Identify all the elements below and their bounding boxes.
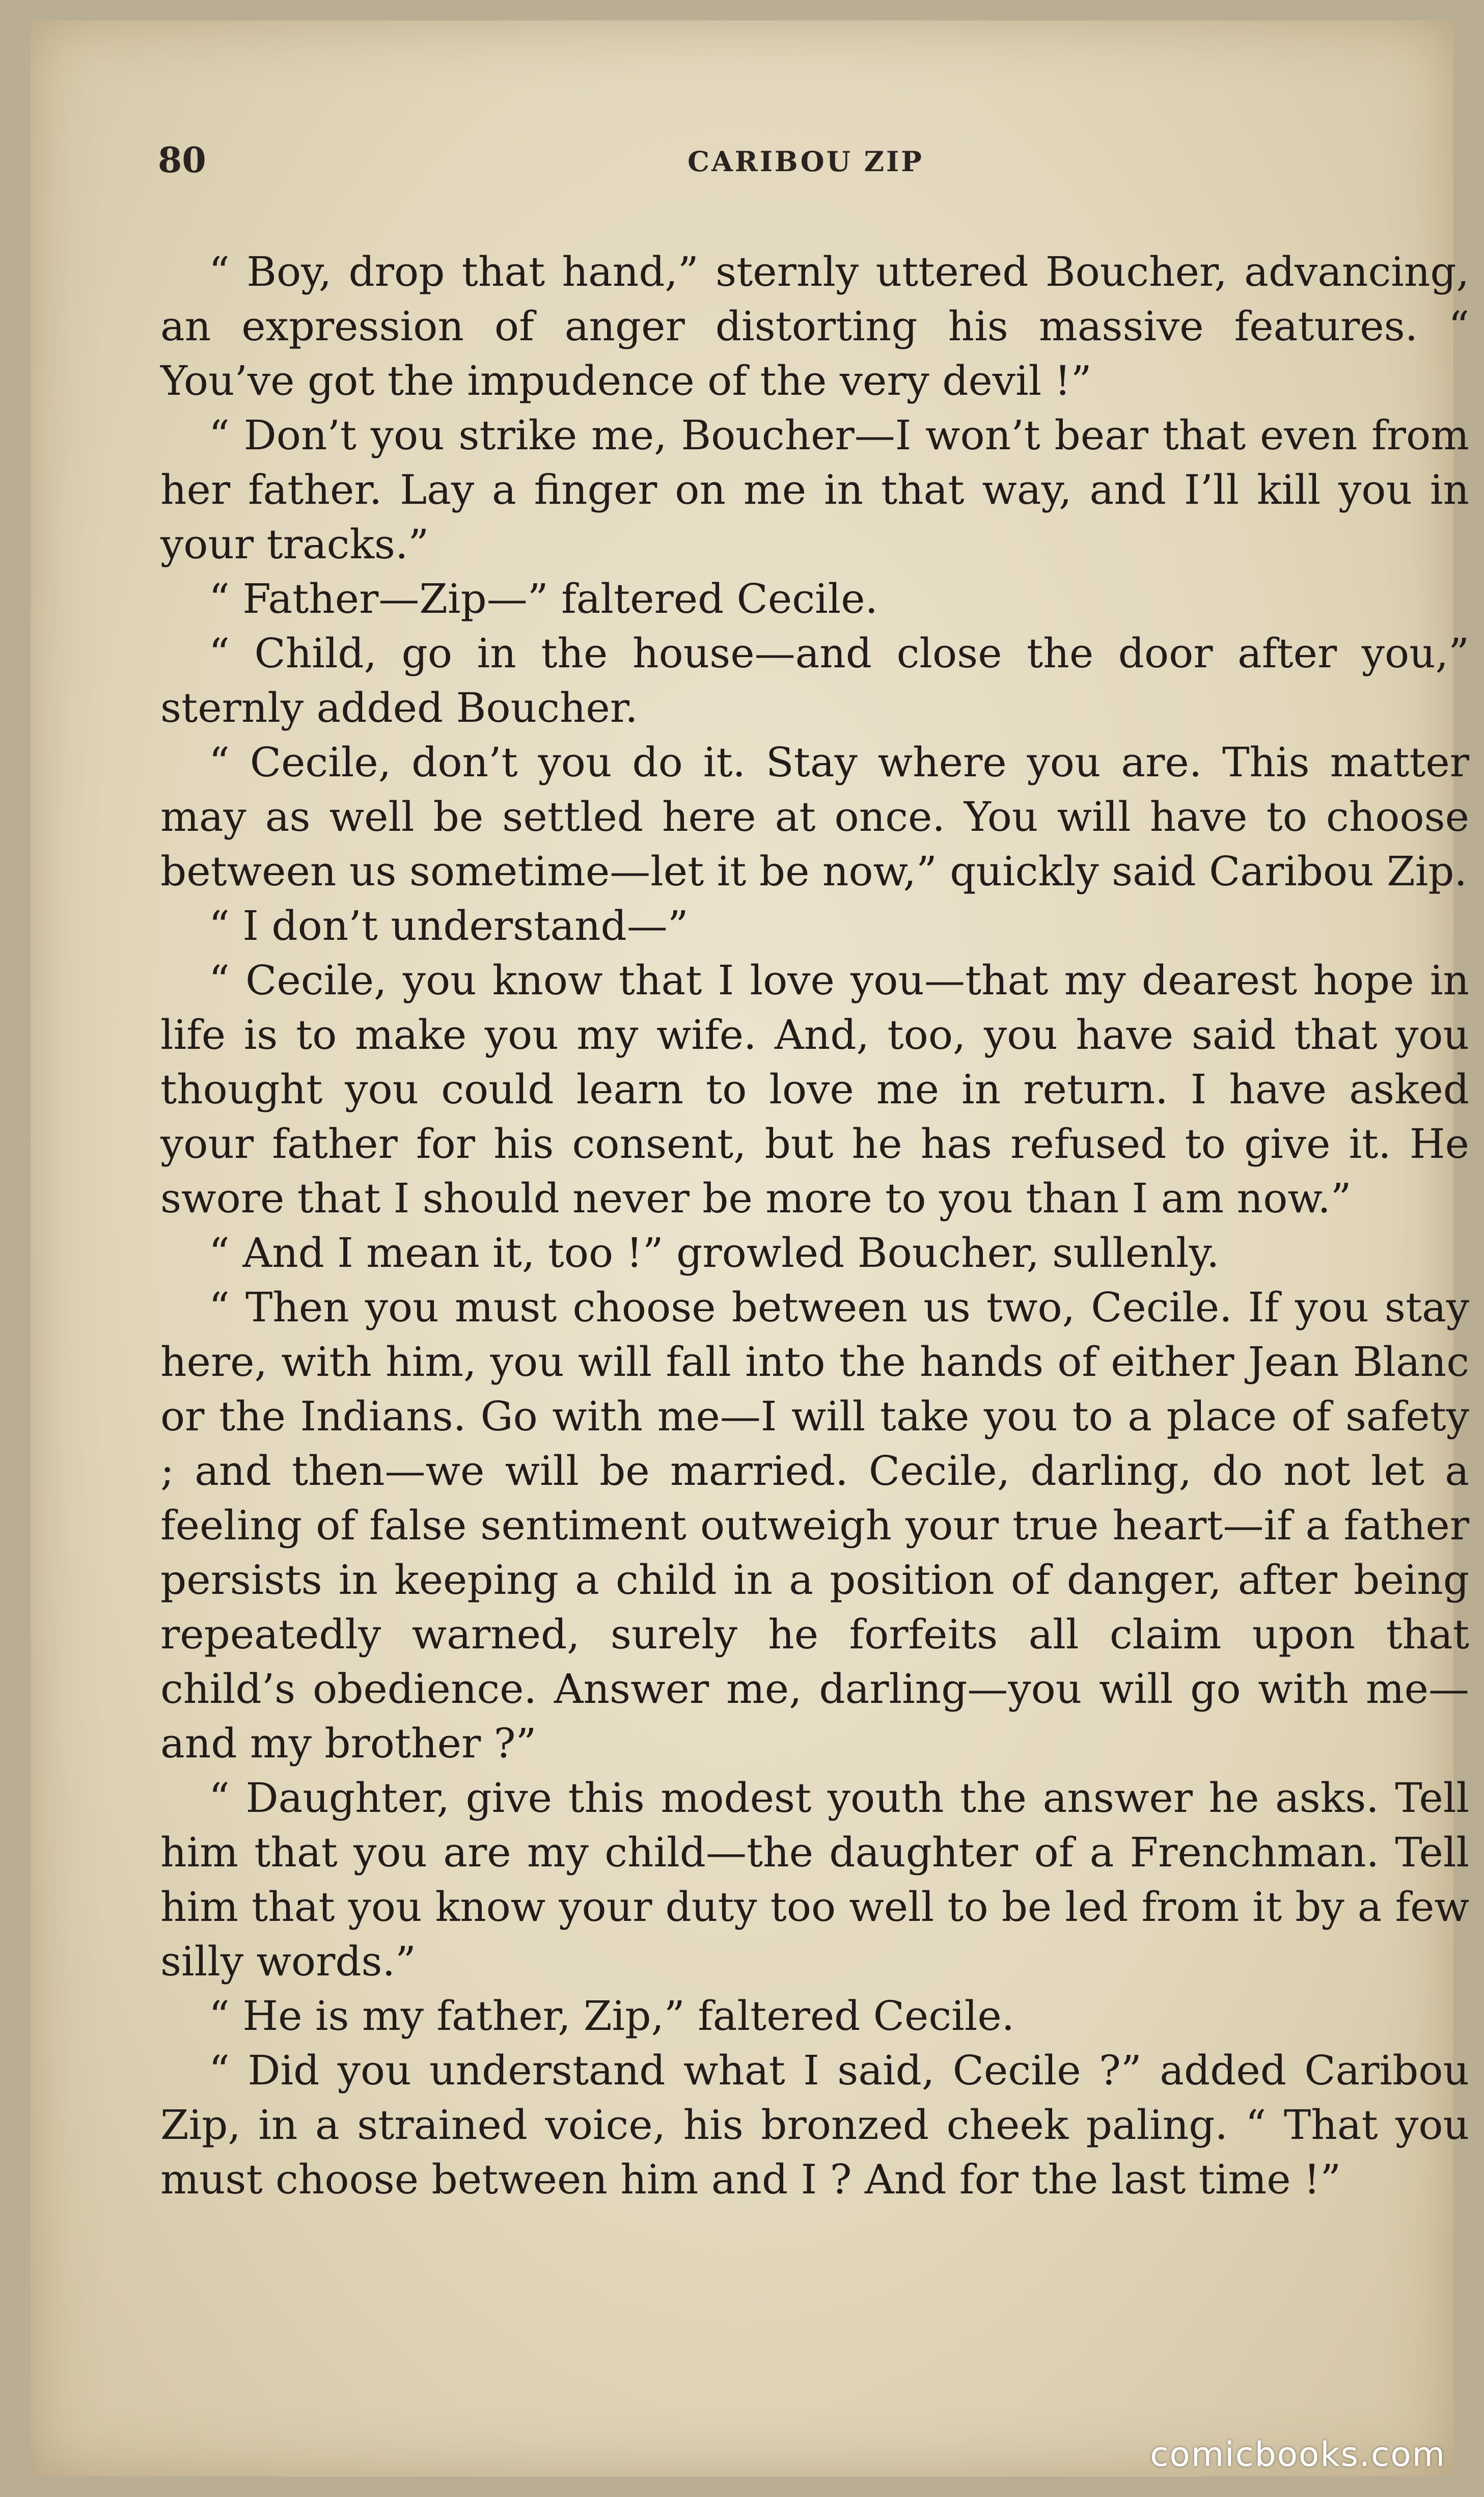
- body-text: [160, 245, 1469, 2207]
- paragraph: “ Did you understand what I said, Cecile ?” added Caribou Zip, in a strained voice, his bronzed cheek paling. “ That you must choose between him and I ? And for the last time !”: [160, 2047, 1469, 2203]
- paragraph: “ Cecile, don’t you do it. Stay where you are. This matter may as well be settled here at once. You will have to choose between us sometime—let it be now,” quickly said Caribou Zip.: [160, 739, 1469, 895]
- paragraph: “ Daughter, give this modest youth the answer he asks. Tell him that you are my child—the daughter of a Frenchman. Tell him that you know your duty too well to be led from it by a few silly words.”: [160, 1774, 1469, 1985]
- paragraph: “ And I mean it, too !” growled Boucher, sullenly.: [209, 1229, 1220, 1277]
- running-title: CARIBOU ZIP: [688, 145, 924, 178]
- paragraph: “ I don’t understand—”: [209, 902, 689, 949]
- running-head: [158, 140, 1462, 181]
- paragraph: “ Then you must choose between us two, Cecile. If you stay here, with him, you will fall into the hands of either Jean Blanc or the Indians. Go with me—I will take you to a place of safety ; and then—we will be married. Cecile, darling, do not let a feeling of false sentiment outweigh your true heart—if a father persists in keeping a child in a position of danger, after being repeatedly warned, surely he forfeits all claim upon that child’s obedience. Answer me, darling—you will go with me—and my brother ?”: [160, 1284, 1469, 1767]
- source-watermark: comicbooks.com: [1150, 2435, 1446, 2474]
- paragraph: “ He is my father, Zip,” faltered Cecile.: [209, 1992, 1015, 2040]
- paragraph: “ Father—Zip—” faltered Cecile.: [209, 575, 878, 622]
- book-page: [31, 20, 1469, 2477]
- paragraph: “ Don’t you strike me, Boucher—I won’t bear that even from her father. Lay a finger on me in that way, and I’ll kill you in your tracks.”: [160, 412, 1469, 568]
- page-number: 80: [158, 140, 206, 181]
- paragraph: “ Cecile, you know that I love you—that my dearest hope in life is to make you my wife. And, too, you have said that you thought you could learn to love me in return. I have asked your father for his consent, but he has refused to give it. He swore that I should never be more to you than I am now.”: [160, 957, 1469, 1222]
- paragraph: “ Boy, drop that hand,” sternly uttered Boucher, advancing, an expression of anger distorting his massive features. “ You’ve got the impudence of the very devil !”: [160, 248, 1469, 404]
- paragraph: “ Child, go in the house—and close the door after you,” sternly added Boucher.: [160, 630, 1469, 731]
